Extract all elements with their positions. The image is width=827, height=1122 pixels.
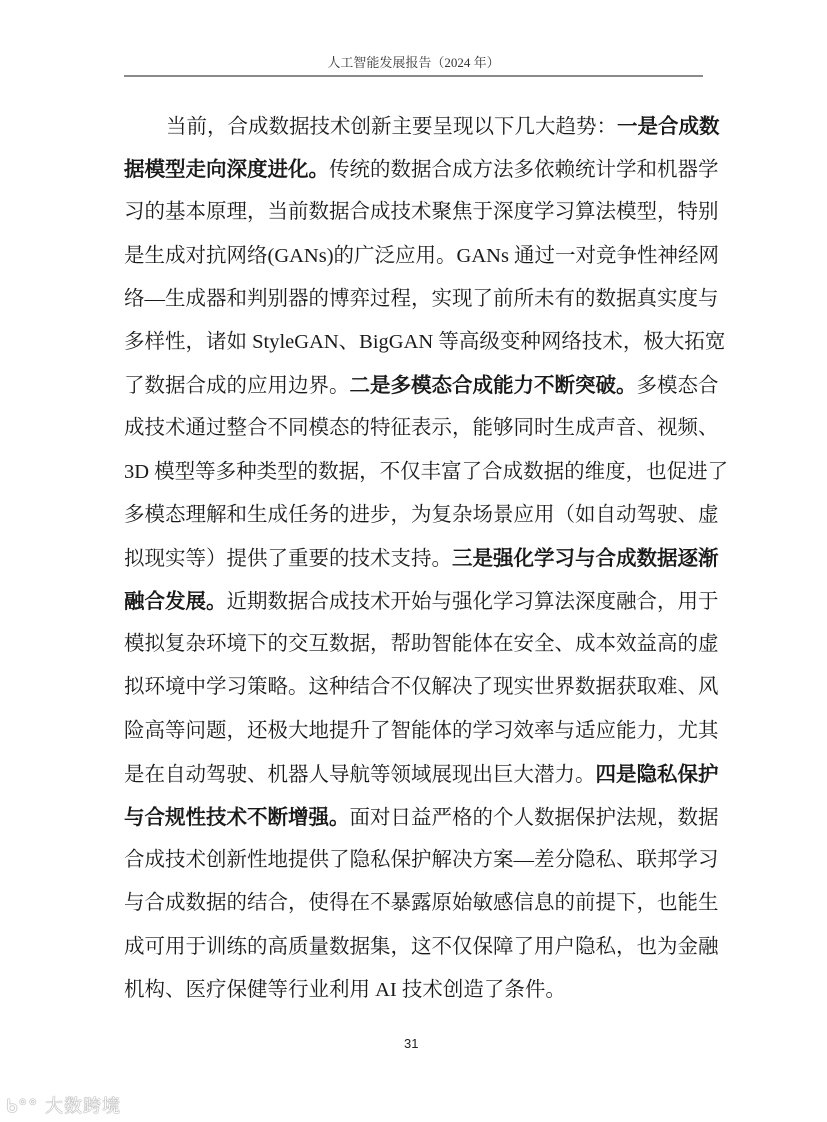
text-line [124, 628, 719, 671]
body-text: 成技术通过整合不同模态的特征表示，能够同时生成声音、视频、 [124, 417, 719, 440]
text-line [124, 974, 688, 1017]
bold-heading-text: 四是隐私保护 [595, 761, 719, 786]
body-text: 险高等问题，还极大地提升了智能体的学习效率与适应能力，尤其 [124, 719, 719, 742]
watermark-icon: ᑲ°° [6, 1096, 39, 1117]
text-line [124, 585, 719, 628]
text-line [124, 542, 719, 585]
text-line [124, 758, 719, 801]
body-text: 习的基本原理，当前数据合成技术聚焦于深度学习算法模型，特别 [124, 201, 719, 224]
text-line [124, 801, 719, 844]
text-line [124, 931, 719, 974]
watermark-text: 大数跨境 [45, 1096, 122, 1117]
body-text: 传统的数据合成方法多依赖统计学和机器学 [329, 159, 719, 182]
bold-heading-text: 据模型走向深度进化。 [124, 157, 329, 182]
running-header: 人工智能发展报告（2024 年） [327, 55, 500, 70]
watermark-logo [6, 1092, 121, 1118]
text-line [124, 196, 719, 239]
body-text: 当前，合成数据技术创新主要呈现以下几大趋势： [166, 116, 617, 138]
body-text: 络—生成器和判别器的博弈过程，实现了前所未有的数据真实度与 [124, 287, 719, 310]
bold-heading-text: 三是强化学习与合成数据逐渐 [452, 545, 719, 570]
text-line [124, 110, 720, 153]
text-line [124, 283, 719, 326]
text-line [124, 499, 719, 542]
body-text: 面对日益严格的个人数据保护法规，数据 [349, 807, 719, 829]
body-text: 模拟复杂环境下的交互数据，帮助智能体在安全、成本效益高的虚 [124, 633, 719, 656]
bold-heading-text: 二是多模态合成能力不断突破。 [349, 373, 637, 398]
text-line [124, 456, 729, 499]
bold-heading-text: 一是合成数 [617, 114, 720, 138]
bold-heading-text: 与合规性技术不断增强。 [124, 805, 350, 829]
body-text: 机构、医疗保健等行业利用 AI 技术创造了条件。 [124, 978, 566, 1001]
text-line [124, 844, 719, 887]
body-text: 拟现实等）提供了重要的技术支持。 [124, 547, 452, 570]
text-line [124, 887, 719, 930]
body-text: 合成技术创新性地提供了隐私保护解决方案—差分隐私、联邦学习 [124, 849, 719, 872]
header-divider [124, 75, 703, 77]
body-text: 近期数据合成技术开始与强化学习算法深度融合，用于 [226, 591, 719, 614]
text-line [124, 412, 719, 455]
body-text: 成可用于训练的高质量数据集，这不仅保障了用户隐私，也为金融 [124, 935, 719, 958]
text-line [124, 240, 720, 283]
body-text: 是在自动驾驶、机器人导航等领域展现出巨大潜力。 [124, 763, 596, 786]
page-number: 31 [404, 1036, 419, 1051]
text-line [124, 326, 726, 369]
body-text: 是生成对抗网络(GANs)的广泛应用。GANs 通过一对竞争性神经网 [124, 244, 720, 267]
bold-heading-text: 融合发展。 [124, 589, 227, 614]
body-text: 多模态理解和生成任务的进步，为复杂场景应用（如自动驾驶、虚 [124, 503, 719, 526]
body-text: 了数据合成的应用边界。 [124, 375, 350, 398]
body-text: 3D 模型等多种类型的数据，不仅丰富了合成数据的维度，也促进了 [124, 460, 729, 483]
body-text: 多样性，诸如 StyleGAN、BigGAN 等高级变种网络技术，极大拓宽 [124, 330, 726, 353]
text-line [124, 153, 719, 196]
text-line [124, 369, 719, 412]
text-line [124, 715, 719, 758]
body-text: 与合成数据的结合，使得在不暴露原始敏感信息的前提下，也能生 [124, 892, 719, 915]
body-paragraph [124, 110, 729, 1017]
body-text: 拟环境中学习策略。这种结合不仅解决了现实世界数据获取难、风 [124, 676, 719, 699]
text-line [124, 671, 719, 714]
body-text: 多模态合 [636, 375, 719, 398]
